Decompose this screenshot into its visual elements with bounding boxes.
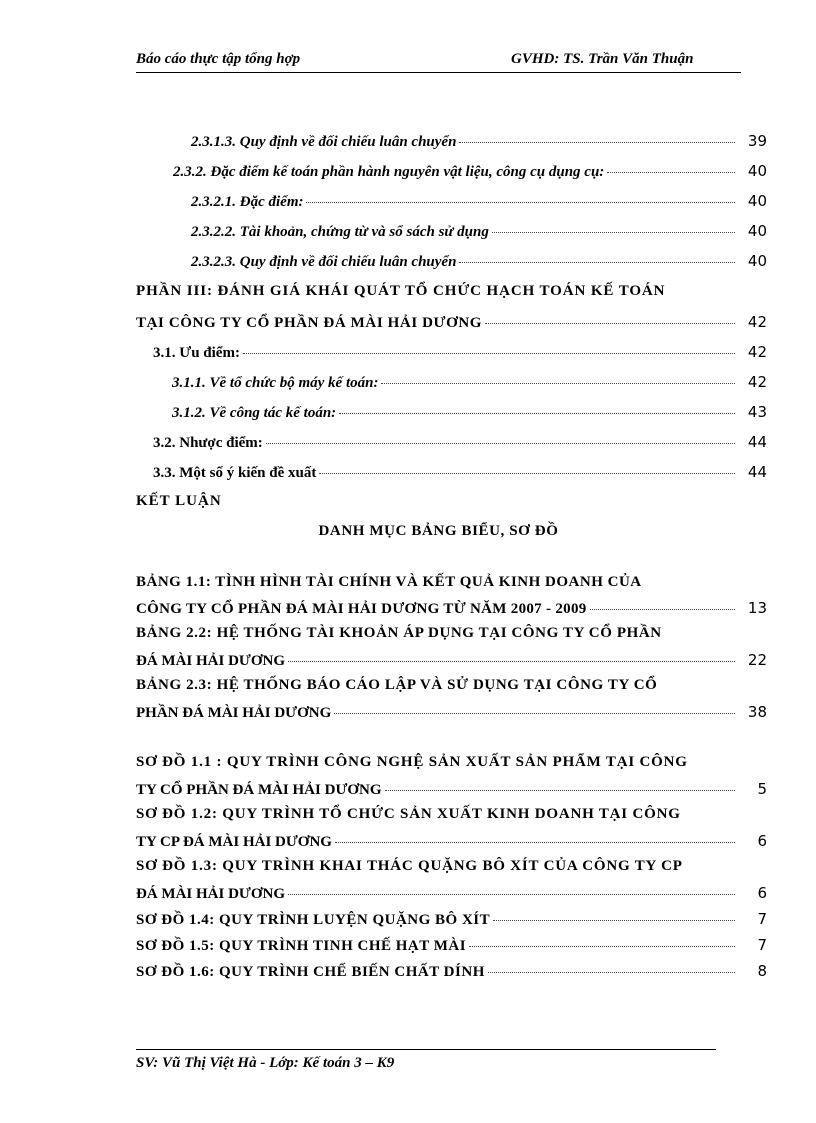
toc-leader xyxy=(607,172,735,173)
table-entry-line1[interactable]: BẢNG 1.1: TÌNH HÌNH TÀI CHÍNH VÀ KẾT QUẢ KINH DOANH CỦA xyxy=(136,574,642,590)
toc-leader xyxy=(288,661,735,662)
toc-entry[interactable] xyxy=(136,132,767,156)
toc-entry[interactable] xyxy=(136,433,767,457)
table-entry[interactable] xyxy=(136,651,767,675)
toc-page: 42 xyxy=(747,373,767,391)
toc-page: 7 xyxy=(757,936,767,954)
toc-page: 40 xyxy=(747,252,767,270)
toc-conclusion[interactable]: KẾT LUẬN xyxy=(136,493,222,509)
diagram-entry[interactable] xyxy=(136,910,767,934)
table-entry-line1[interactable]: BẢNG 2.3: HỆ THỐNG BÁO CÁO LẬP VÀ SỬ DỤNG TẠI CÔNG TY CỔ xyxy=(136,677,658,693)
toc-leader xyxy=(459,262,735,263)
toc-entry[interactable] xyxy=(136,403,767,427)
table-entry-line1[interactable]: BẢNG 2.2: HỆ THỐNG TÀI KHOẢN ÁP DỤNG TẠI CÔNG TY CỔ PHẦN xyxy=(136,625,662,641)
toc-leader xyxy=(385,790,735,791)
toc-entry-text: 3.1.2. Về công tác kế toán: xyxy=(172,405,337,421)
toc-page: 44 xyxy=(747,433,767,451)
list-title: DANH MỤC BẢNG BIỂU, SƠ ĐỒ xyxy=(318,523,559,539)
toc-entry-text: PHẦN ĐÁ MÀI HẢI DƯƠNG xyxy=(136,705,332,721)
toc-page: 6 xyxy=(757,832,767,850)
toc-leader xyxy=(381,383,735,384)
toc-entry[interactable] xyxy=(136,162,767,186)
diagram-entry[interactable] xyxy=(136,780,767,804)
toc-entry-text: SƠ ĐỒ 1.6: QUY TRÌNH CHẾ BIẾN CHẤT DÍNH xyxy=(136,964,485,980)
toc-entry[interactable] xyxy=(136,343,767,367)
diagram-entry-line1[interactable]: SƠ ĐỒ 1.1 : QUY TRÌNH CÔNG NGHỆ SẢN XUẤT SẢN PHẨM TẠI CÔNG xyxy=(136,754,688,770)
toc-page: 22 xyxy=(747,651,767,669)
toc-page: 43 xyxy=(747,403,767,421)
toc-entry-text: 3.1. Ưu điểm: xyxy=(153,345,240,361)
toc-entry-text: 2.3.1.3. Quy định về đối chiếu luân chuyển xyxy=(191,134,457,150)
toc-entry-text: 3.2. Nhược điểm: xyxy=(153,435,263,451)
toc-entry-text: 3.1.1. Về tổ chức bộ máy kế toán: xyxy=(172,375,379,391)
toc-leader xyxy=(339,413,735,414)
header-report-title: Báo cáo thực tập tổng hợp xyxy=(136,51,301,67)
toc-entry-text: TẠI CÔNG TY CỔ PHẦN ĐÁ MÀI HẢI DƯƠNG xyxy=(136,315,483,331)
toc-entry[interactable] xyxy=(136,463,767,487)
toc-page: 8 xyxy=(757,962,767,980)
toc-entry[interactable] xyxy=(136,313,767,337)
table-entry[interactable] xyxy=(136,599,767,623)
toc-page: 40 xyxy=(747,192,767,210)
toc-entry-text: 2.3.2.3. Quy định về đối chiếu luân chuyển xyxy=(191,254,457,270)
toc-page: 40 xyxy=(747,222,767,240)
toc-entry-text: ĐÁ MÀI HẢI DƯƠNG xyxy=(136,653,286,669)
toc-part3-line1[interactable]: PHẦN III: ĐÁNH GIÁ KHÁI QUÁT TỔ CHỨC HẠCH TOÁN KẾ TOÁN xyxy=(136,283,666,299)
toc-leader xyxy=(288,894,735,895)
toc-entry-text: 2.3.2. Đặc điểm kế toán phần hành nguyên vật liệu, công cụ dụng cụ: xyxy=(173,164,605,180)
toc-leader xyxy=(488,972,735,973)
toc-entry-text: CÔNG TY CỔ PHẦN ĐÁ MÀI HẢI DƯƠNG TỪ NĂM 2007 - 2009 xyxy=(136,601,587,617)
diagram-entry[interactable] xyxy=(136,962,767,986)
toc-page: 6 xyxy=(757,884,767,902)
header-supervisor: GVHD: TS. Trần Văn Thuận xyxy=(511,51,694,67)
toc-leader xyxy=(485,323,735,324)
toc-leader xyxy=(243,353,735,354)
diagram-entry-line1[interactable]: SƠ ĐỒ 1.2: QUY TRÌNH TỔ CHỨC SẢN XUẤT KINH DOANH TẠI CÔNG xyxy=(136,806,681,822)
toc-entry-text: TY CỔ PHẦN ĐÁ MÀI HẢI DƯƠNG xyxy=(136,782,382,798)
toc-leader xyxy=(334,713,735,714)
toc-leader xyxy=(266,443,735,444)
toc-entry-text: SƠ ĐỒ 1.4: QUY TRÌNH LUYỆN QUẶNG BÔ XÍT xyxy=(136,912,491,928)
toc-page: 7 xyxy=(757,910,767,928)
toc-entry-text: 2.3.2.2. Tài khoản, chứng từ và sổ sách sử dụng xyxy=(191,224,489,240)
toc-page: 42 xyxy=(747,343,767,361)
toc-entry[interactable] xyxy=(136,373,767,397)
toc-leader xyxy=(493,920,735,921)
toc-page: 40 xyxy=(747,162,767,180)
toc-leader xyxy=(335,842,735,843)
toc-leader xyxy=(306,202,735,203)
toc-entry-text: 3.3. Một số ý kiến đề xuất xyxy=(153,465,317,481)
toc-entry-text: ĐÁ MÀI HẢI DƯƠNG xyxy=(136,886,286,902)
toc-leader xyxy=(590,609,735,610)
toc-page: 38 xyxy=(747,703,767,721)
diagram-entry[interactable] xyxy=(136,884,767,908)
toc-page: 13 xyxy=(747,599,767,617)
footer-student: SV: Vũ Thị Việt Hà - Lớp: Kế toán 3 – K9 xyxy=(136,1055,395,1071)
footer-rule xyxy=(136,1049,716,1050)
table-entry[interactable] xyxy=(136,703,767,727)
toc-entry-text: SƠ ĐỒ 1.5: QUY TRÌNH TINH CHẾ HẠT MÀI xyxy=(136,938,467,954)
toc-entry[interactable] xyxy=(136,192,767,216)
toc-leader xyxy=(459,142,735,143)
toc-leader xyxy=(319,473,735,474)
header-rule xyxy=(136,72,741,73)
toc-entry[interactable] xyxy=(136,222,767,246)
diagram-entry[interactable] xyxy=(136,832,767,856)
toc-page: 39 xyxy=(747,132,767,150)
diagram-entry-line1[interactable]: SƠ ĐỒ 1.3: QUY TRÌNH KHAI THÁC QUẶNG BÔ XÍT CỦA CÔNG TY CP xyxy=(136,858,683,874)
toc-entry-text: 2.3.2.1. Đặc điểm: xyxy=(191,194,304,210)
diagram-entry[interactable] xyxy=(136,936,767,960)
toc-leader xyxy=(492,232,735,233)
toc-page: 42 xyxy=(747,313,767,331)
toc-leader xyxy=(469,946,735,947)
toc-page: 44 xyxy=(747,463,767,481)
toc-entry[interactable] xyxy=(136,252,767,276)
toc-page: 5 xyxy=(757,780,767,798)
toc-entry-text: TY CP ĐÁ MÀI HẢI DƯƠNG xyxy=(136,834,332,850)
